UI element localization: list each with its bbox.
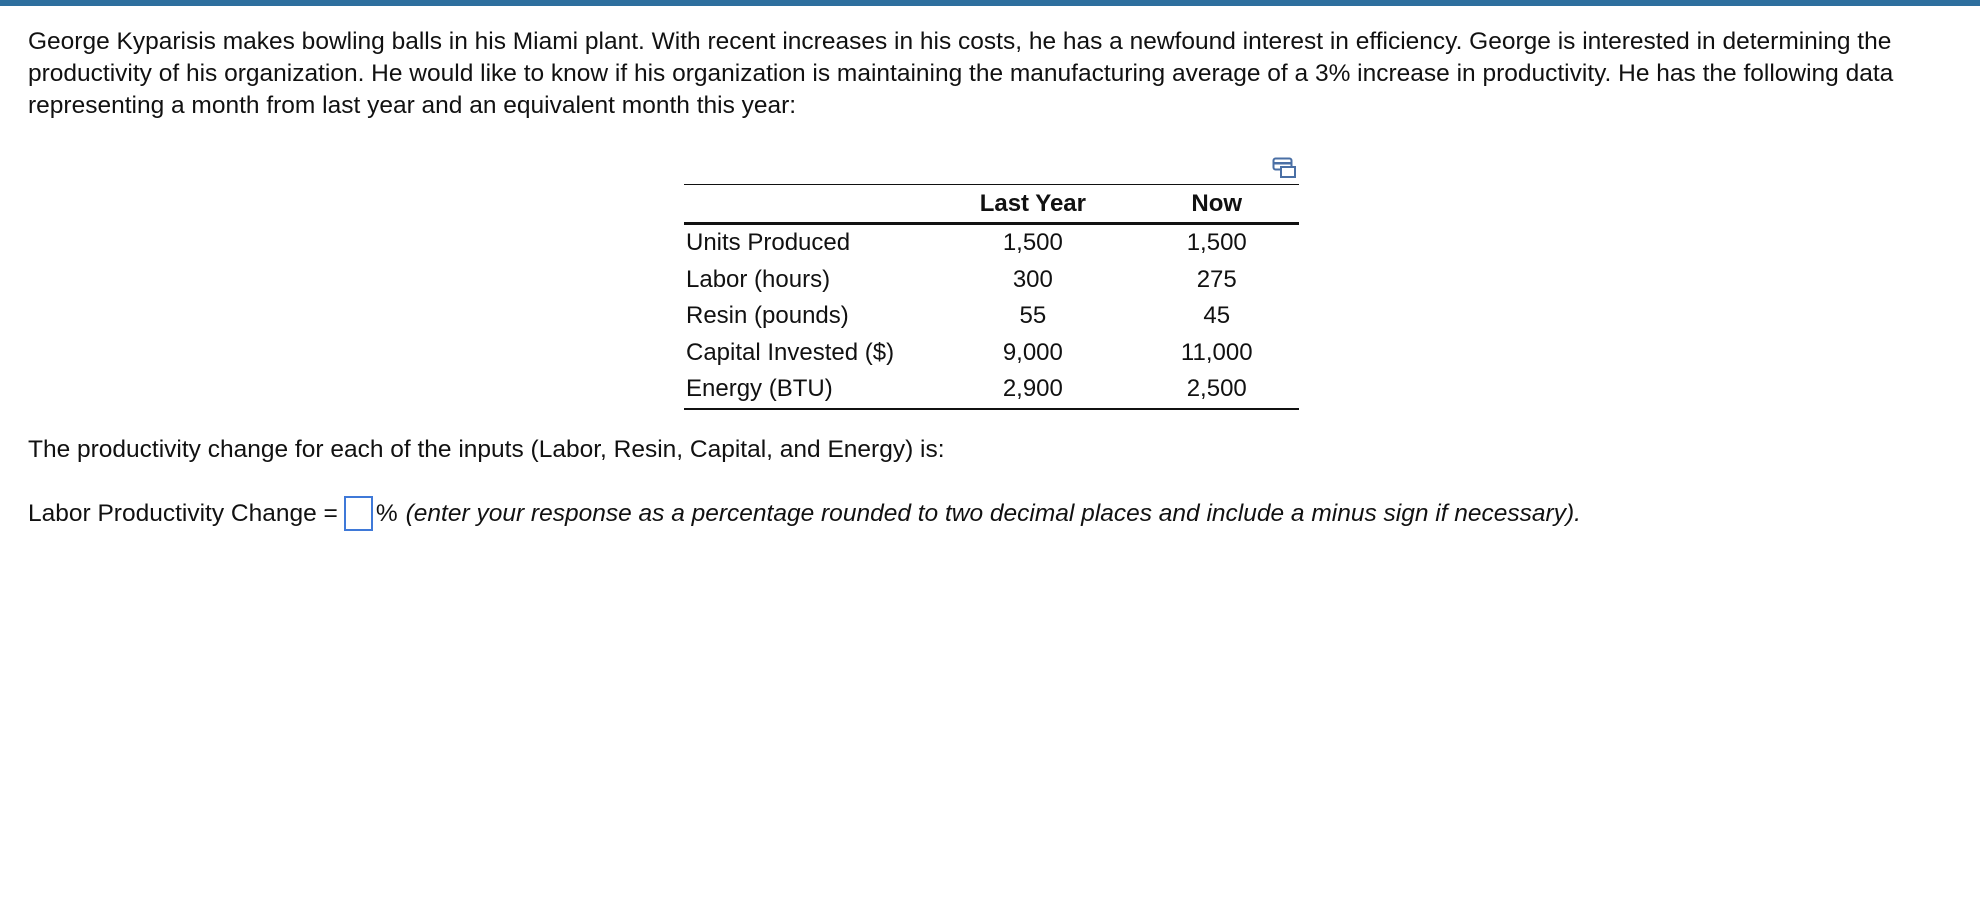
row-label: Energy (BTU) (686, 375, 833, 403)
table-row (684, 262, 1299, 299)
header-now: Now (1134, 185, 1299, 224)
labor-productivity-input[interactable] (344, 496, 373, 531)
copy-icon[interactable] (1272, 157, 1298, 179)
data-table (684, 184, 1299, 410)
header-label (684, 185, 931, 224)
row-now: 275 (1196, 265, 1237, 293)
question-prompt: The productivity change for each of the inputs (Labor, Resin, Capital, and Energy) is: (28, 436, 945, 463)
row-label: Labor (hours) (686, 265, 831, 293)
row-last-year: 55 (1019, 302, 1047, 330)
top-accent-bar (0, 0, 1980, 6)
row-now: 11,000 (1180, 338, 1253, 366)
row-now: 1,500 (1186, 229, 1247, 257)
row-last-year: 9,000 (1002, 338, 1063, 366)
answer-row (28, 496, 1581, 531)
row-label: Resin (pounds) (686, 302, 849, 330)
row-last-year: 1,500 (1002, 229, 1063, 257)
table-row (684, 298, 1299, 335)
row-now: 45 (1203, 302, 1231, 330)
answer-hint: (enter your response as a percentage rounded to two decimal places and include a minus sign if necessary). (405, 499, 1581, 527)
row-last-year: 300 (1012, 265, 1053, 293)
row-label: Units Produced (686, 229, 851, 257)
answer-label: Labor Productivity Change = (28, 499, 338, 527)
problem-statement: George Kyparisis makes bowling balls in his Miami plant. With recent increases in his costs, he has a newfound interest in efficiency. George is interested in determining the productivity of his organization. He would like to know if his organization is maintaining the manufacturing average of a 3% increase in productivity. He has the following data representing a month from last year and an equivalent month this year: (28, 28, 1894, 119)
table-header-row (684, 185, 1299, 224)
table-row (684, 335, 1299, 372)
table-row (684, 224, 1299, 262)
row-label: Capital Invested ($) (686, 338, 895, 366)
row-now: 2,500 (1186, 375, 1247, 403)
header-last-year: Last Year (931, 185, 1134, 224)
percent-unit: % (375, 499, 398, 527)
table-row (684, 371, 1299, 409)
row-last-year: 2,900 (1002, 375, 1063, 403)
